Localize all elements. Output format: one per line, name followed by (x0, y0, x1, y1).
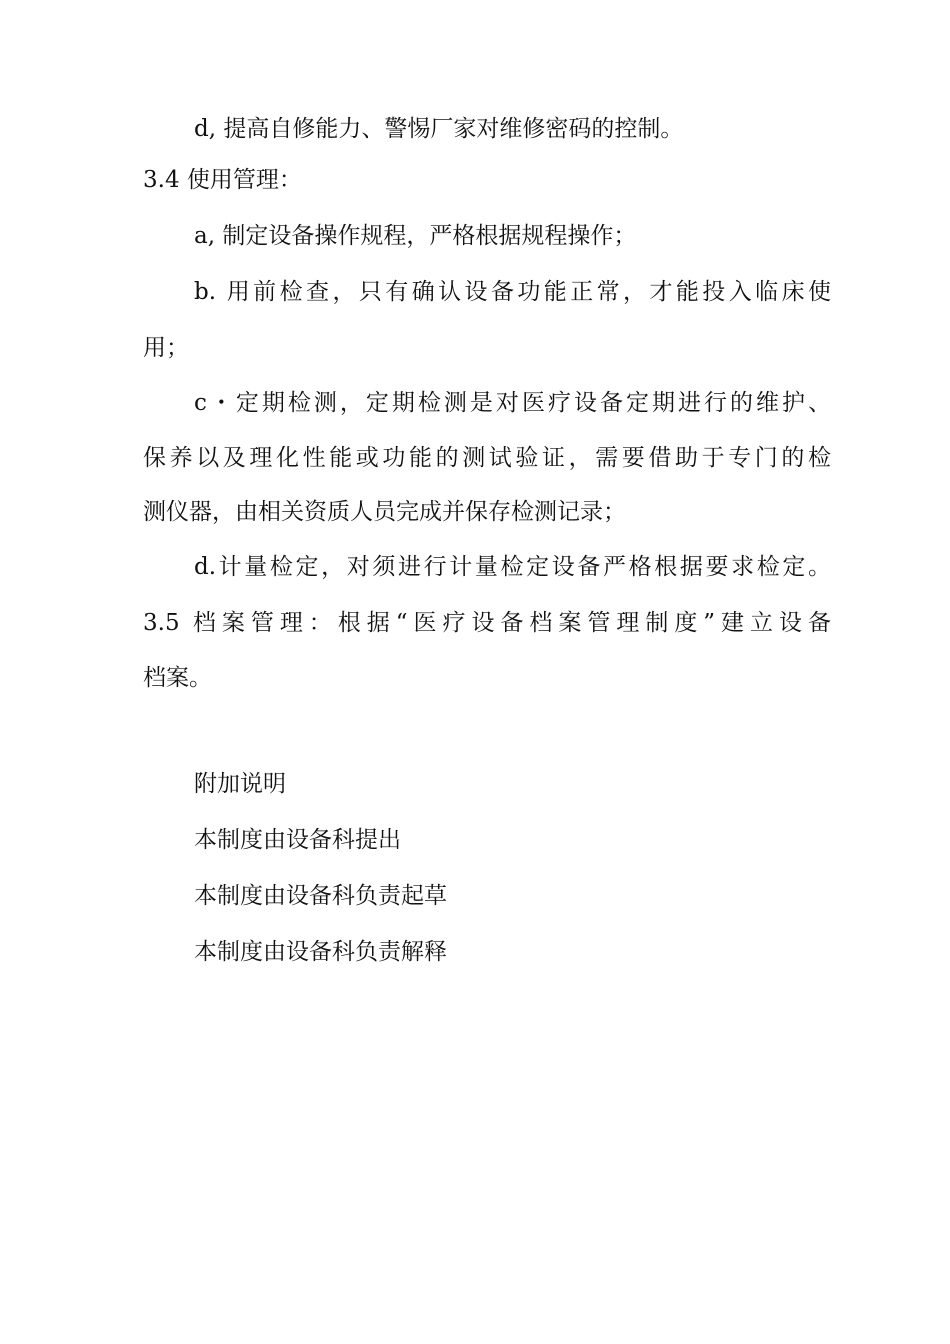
appendix-item-drafted: 本制度由设备科负责起草 (194, 883, 447, 909)
paragraph-line-c-continued-2: 测仪器，由相关资质人员完成并保存检测记录； (143, 499, 626, 525)
section-heading-3-4: 3.4 使用管理： (143, 167, 302, 193)
paragraph-line-b-continued: 用； (143, 335, 189, 361)
paragraph-line-a-procedures: a, 制定设备操作规程，严格根据规程操作； (194, 223, 637, 249)
appendix-title: 附加说明 (194, 771, 286, 797)
appendix-item-proposed: 本制度由设备科提出 (194, 827, 401, 853)
paragraph-line-d-self-repair: d, 提高自修能力、警惕厂家对维修密码的控制。 (194, 116, 684, 142)
appendix-item-interpreted: 本制度由设备科负责解释 (194, 939, 447, 965)
paragraph-line-c-inspection: c・定期检测，定期检测是对医疗设备定期进行的维护、 (194, 390, 831, 416)
paragraph-line-d-metrology: d.计量检定，对须进行计量检定设备严格根据要求检定。 (194, 554, 831, 580)
section-heading-3-5: 3.5 档案管理：根据“医疗设备档案管理制度”建立设备 (143, 610, 831, 636)
paragraph-line-3-5-continued: 档案。 (143, 665, 212, 691)
paragraph-line-b-precheck: b. 用前检查，只有确认设备功能正常，才能投入临床使 (194, 279, 831, 305)
paragraph-line-c-continued-1: 保养以及理化性能或功能的测试验证，需要借助于专门的检 (143, 445, 831, 471)
